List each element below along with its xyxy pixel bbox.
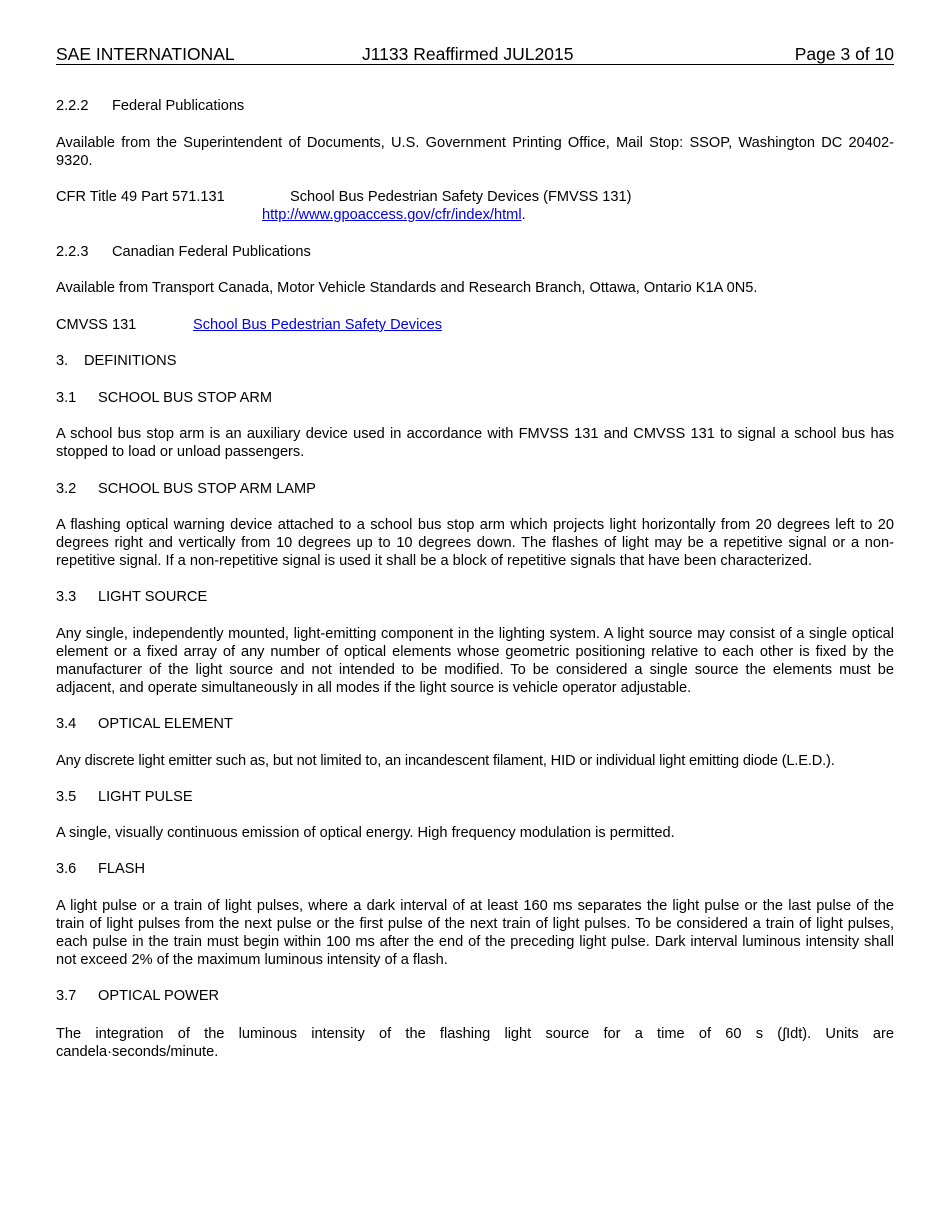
paragraph-optical-power-line2: candela·seconds/minute. — [56, 1044, 219, 1060]
cfr-url-link[interactable]: http://www.gpoaccess.gov/cfr/index/html — [262, 207, 522, 223]
section-title: Canadian Federal Publications — [112, 244, 311, 260]
section-title: FLASH — [98, 861, 146, 877]
section-number: 3.2 — [56, 481, 77, 497]
section-title: Federal Publications — [112, 98, 245, 114]
section-number: 3.3 — [56, 589, 77, 605]
publisher-name: SAE INTERNATIONAL — [56, 44, 235, 64]
section-number: 3.6 — [56, 861, 77, 877]
section-title: SCHOOL BUS STOP ARM LAMP — [98, 481, 316, 497]
section-heading-3-5 — [56, 788, 894, 806]
section-heading-3-6 — [56, 860, 894, 878]
section-number: 3.5 — [56, 789, 77, 805]
section-number: 3.7 — [56, 988, 77, 1004]
reference-url-suffix: . — [521, 207, 526, 223]
paragraph-stop-arm: A school bus stop arm is an auxiliary device used in accordance with FMVSS 131 and CMVSS 131 to signal a school bus has stopped to load or unload passengers. — [56, 426, 894, 460]
section-heading-2-2-2 — [56, 97, 894, 115]
reference-cfr — [56, 188, 894, 224]
reference-label: CMVSS 131 — [56, 317, 137, 333]
section-title: OPTICAL ELEMENT — [98, 716, 233, 732]
section-heading-2-2-3 — [56, 243, 894, 261]
page-header — [56, 44, 894, 65]
paragraph-flash: A light pulse or a train of light pulses, where a dark interval of at least 160 ms separates the light pulse or the last pulse of the train of light pulses from the next pulse or the first pulse of the next train of light pulses. To be considered a train of light pulses, each pulse in the train must begin within 100 ms after the end of the preceding light pulse. Dark interval luminous intensity shall not exceed 2% of the maximum luminous intensity of a flash. — [56, 898, 894, 968]
section-title: OPTICAL POWER — [98, 988, 220, 1004]
paragraph-federal-publications: Available from the Superintendent of Documents, U.S. Government Printing Office, Mail Stop: SSOP, Washington DC 20402-9320. — [56, 135, 894, 169]
section-heading-3-2 — [56, 480, 894, 498]
section-number: 3. — [56, 353, 69, 369]
section-heading-3-7 — [56, 987, 894, 1005]
section-title: DEFINITIONS — [84, 353, 177, 369]
paragraph-optical-power-line1: The integration of the luminous intensity of the flashing light source for a time of 60 s (∫Idt). Units are — [56, 1026, 894, 1042]
paragraph-light-source: Any single, independently mounted, light-emitting component in the lighting system. A light source may consist of a single optical element or a fixed array of any number of optical elements whose geometric positioning relative to each other is fixed by the manufacturer of the light source and not intended to be modified. To be considered a single source the elements must be adjacent, and operate simultaneously in all modes if the light source is vehicle operator adjustable. — [56, 626, 894, 696]
page-number: Page 3 of 10 — [794, 44, 894, 64]
paragraph-canadian-publications: Available from Transport Canada, Motor Vehicle Standards and Research Branch, Ottawa, Ontario K1A 0N5. — [56, 280, 758, 296]
section-number: 3.4 — [56, 716, 77, 732]
section-title: LIGHT SOURCE — [98, 589, 208, 605]
reference-cmvss — [56, 316, 894, 334]
paragraph-optical-element: Any discrete light emitter such as, but not limited to, an incandescent filament, HID or individual light emitting diode (L.E.D.). — [56, 753, 835, 769]
document-id: J1133 Reaffirmed JUL2015 — [362, 44, 574, 64]
section-number: 3.1 — [56, 390, 77, 406]
cmvss-link[interactable]: School Bus Pedestrian Safety Devices — [193, 317, 443, 333]
section-heading-3 — [56, 352, 894, 370]
section-heading-3-1 — [56, 389, 894, 407]
paragraph-light-pulse: A single, visually continuous emission of optical energy. High frequency modulation is permitted. — [56, 825, 675, 841]
paragraph-stop-arm-lamp: A flashing optical warning device attached to a school bus stop arm which projects light horizontally from 20 degrees left to 20 degrees right and vertically from 10 degrees up to 10 degrees down. The flashes of light may be a repetitive signal or a non-repetitive signal. If a non-repetitive signal is used it shall be a block of repetitive signals that have been characterized. — [56, 517, 894, 569]
section-title: LIGHT PULSE — [98, 789, 193, 805]
reference-title: School Bus Pedestrian Safety Devices (FMVSS 131) — [290, 189, 632, 205]
section-number: 2.2.3 — [56, 244, 89, 260]
section-title: SCHOOL BUS STOP ARM — [98, 390, 273, 406]
section-heading-3-3 — [56, 588, 894, 606]
reference-url-line — [262, 206, 526, 224]
section-heading-3-4 — [56, 715, 894, 733]
section-number: 2.2.2 — [56, 98, 89, 114]
reference-label: CFR Title 49 Part 571.131 — [56, 189, 225, 205]
